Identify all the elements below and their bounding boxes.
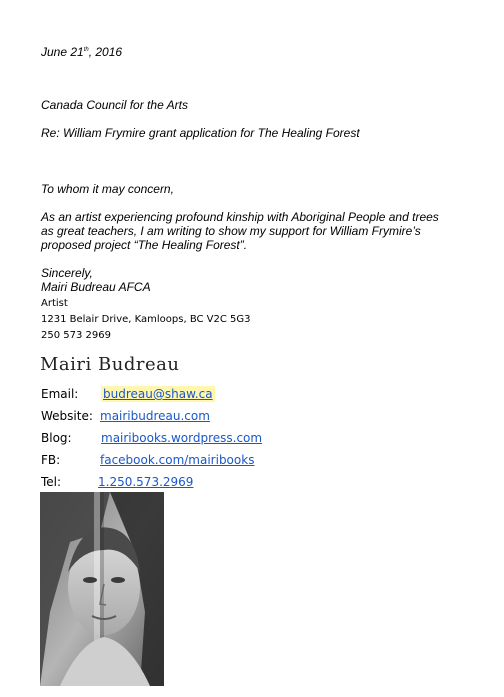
- recipient-line: Canada Council for the Arts: [41, 98, 188, 112]
- contact-row-email: [41, 386, 213, 402]
- signer-address: 1231 Belair Drive, Kamloops, BC V2C 5G3: [41, 314, 251, 325]
- contact-row-facebook: [41, 452, 255, 468]
- signer-title: Artist: [41, 298, 68, 309]
- handwritten-signature: Mairi Budreau: [40, 354, 180, 375]
- date-suffix: th: [83, 47, 89, 53]
- contact-row-website: [41, 408, 210, 424]
- contact-label: Tel:: [41, 475, 62, 489]
- contact-label: Website:: [41, 409, 93, 423]
- website-link[interactable]: mairibudreau.com: [100, 409, 210, 423]
- contact-row-tel: [41, 474, 194, 490]
- email-link[interactable]: budreau@shaw.ca: [103, 387, 213, 401]
- closing: Sincerely,: [41, 266, 93, 280]
- subject-line: Re: William Frymire grant application for The Healing Forest: [41, 126, 360, 140]
- contact-row-blog: [41, 430, 263, 446]
- contact-label: Blog:: [41, 431, 72, 445]
- contact-label: FB:: [41, 453, 61, 467]
- body-line: as great teachers, I am writing to show my support for William Frymire’s: [41, 224, 421, 238]
- portrait-photo: [40, 492, 164, 686]
- signer-name: Mairi Budreau AFCA: [41, 280, 151, 294]
- date-year: , 2016: [88, 45, 123, 59]
- letter-date: [41, 43, 122, 59]
- salutation: To whom it may concern,: [41, 182, 174, 196]
- date-main: June 21: [41, 45, 84, 59]
- body-line: proposed project “The Healing Forest”.: [41, 238, 248, 252]
- body-line: As an artist experiencing profound kinship with Aboriginal People and trees: [41, 210, 439, 224]
- tel-link[interactable]: 1.250.573.2969: [98, 475, 194, 489]
- blog-link[interactable]: mairibooks.wordpress.com: [101, 431, 263, 445]
- contact-label: Email:: [41, 387, 79, 401]
- signer-phone: 250 573 2969: [41, 330, 111, 341]
- facebook-link[interactable]: facebook.com/mairibooks: [100, 453, 255, 467]
